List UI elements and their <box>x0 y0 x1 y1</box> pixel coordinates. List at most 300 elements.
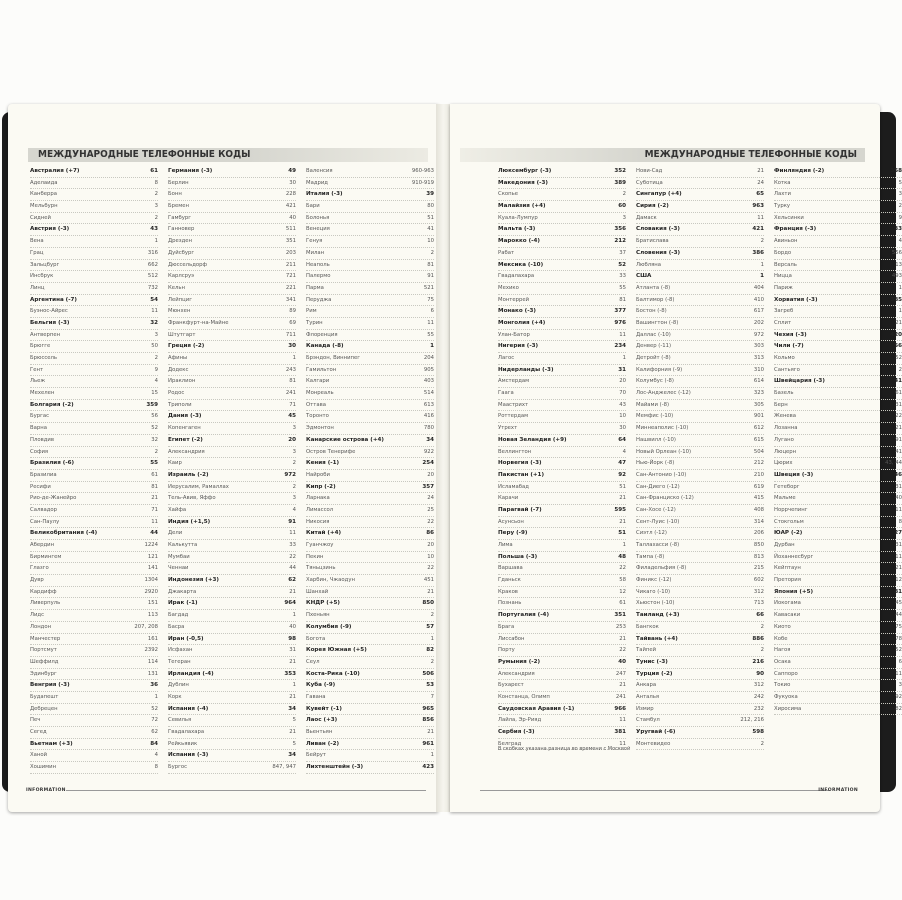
city-name: Миннеаполис (-10) <box>636 425 689 432</box>
country-row <box>636 657 764 669</box>
leader-dots <box>524 517 619 528</box>
dial-code: 512 <box>147 273 158 280</box>
dial-code: 25 <box>427 506 434 513</box>
dial-code: 20 <box>619 378 626 385</box>
city-name: Корк <box>168 693 182 700</box>
leader-dots <box>197 739 292 750</box>
country-row <box>498 657 626 669</box>
leader-dots <box>186 505 293 516</box>
city-row <box>306 400 434 412</box>
city-row <box>30 376 158 388</box>
city-row <box>636 517 764 529</box>
city-name: Атланта (-8) <box>636 284 671 291</box>
city-row <box>774 260 902 272</box>
city-name: Сан-Хосе (-12) <box>636 506 676 513</box>
country-row <box>168 411 296 423</box>
dial-code: 36 <box>150 682 158 689</box>
country-row <box>30 739 158 751</box>
leader-dots <box>188 365 285 376</box>
dial-code: 8 <box>898 518 902 525</box>
leader-dots <box>790 645 895 656</box>
city-row <box>636 365 764 377</box>
leader-dots <box>58 178 155 189</box>
leader-dots <box>228 318 289 329</box>
leader-dots <box>326 692 431 703</box>
dial-code: 314 <box>753 518 764 525</box>
dial-code: 721 <box>285 273 296 280</box>
city-name: София <box>30 448 49 455</box>
dial-code: 901 <box>753 413 764 420</box>
leader-dots <box>58 657 147 668</box>
country-row <box>498 528 626 540</box>
city-name: Милан <box>306 249 325 256</box>
country-row <box>306 739 434 751</box>
country-name: Швеция (-3) <box>774 471 814 478</box>
country-row <box>168 598 296 610</box>
leader-dots <box>668 657 752 668</box>
leader-dots <box>691 447 754 458</box>
dial-code: 43 <box>150 226 158 233</box>
city-name: Краков <box>498 588 518 595</box>
city-row <box>636 470 764 482</box>
dial-code: 357 <box>422 483 434 490</box>
dial-code: 52 <box>895 647 902 654</box>
city-row <box>168 388 296 400</box>
dial-code: 598 <box>752 729 764 735</box>
dial-code: 21 <box>619 495 626 502</box>
leader-dots <box>543 260 618 271</box>
dial-code: 1 <box>292 682 296 689</box>
city-row <box>30 517 158 529</box>
city-row <box>498 411 626 423</box>
leader-dots <box>514 248 619 259</box>
dial-code: 2 <box>430 249 434 256</box>
dial-code: 48 <box>618 553 626 560</box>
leader-dots <box>518 493 619 504</box>
country-row <box>30 166 158 178</box>
city-name: Антверпен <box>30 331 61 338</box>
country-row <box>30 528 158 540</box>
leader-dots <box>330 470 427 481</box>
left-page-footer: INFORMATION <box>26 788 66 793</box>
city-name: Бургас <box>30 413 50 420</box>
country-row <box>636 189 764 201</box>
country-name: Испания (-3) <box>168 752 209 759</box>
city-row <box>168 482 296 494</box>
city-name: Лозанна <box>774 425 798 432</box>
leader-dots <box>323 552 427 563</box>
city-name: Гданьск <box>498 577 521 584</box>
country-row <box>30 458 158 470</box>
leader-dots <box>190 306 289 317</box>
dial-code: 46 <box>894 471 902 478</box>
city-name: Ираклион <box>168 378 196 385</box>
dial-code: 377 <box>614 308 626 315</box>
city-name: Нашвилл (-10) <box>636 436 676 443</box>
dial-code: 2 <box>898 203 902 210</box>
leader-dots <box>195 330 285 341</box>
leader-dots <box>813 587 894 598</box>
city-name: Неаполь <box>306 261 330 268</box>
dial-code: 619 <box>753 483 764 490</box>
leader-dots <box>68 306 151 317</box>
leader-dots <box>793 306 898 317</box>
dial-code: 92 <box>618 471 626 478</box>
city-row <box>636 692 764 704</box>
dial-code: 11 <box>619 331 626 338</box>
dial-code: 228 <box>285 191 296 198</box>
dial-code: 21 <box>619 635 626 642</box>
leader-dots <box>527 528 618 539</box>
city-row <box>30 692 158 704</box>
leader-dots <box>672 669 756 680</box>
city-name: Денвер (-11) <box>636 343 672 350</box>
leader-dots <box>804 213 899 224</box>
leader-dots <box>801 563 895 574</box>
leader-dots <box>56 762 155 773</box>
city-name: Суботица <box>636 179 663 186</box>
leader-dots <box>519 283 619 294</box>
city-row <box>30 669 158 681</box>
city-name: Аделаида <box>30 179 58 186</box>
city-row <box>306 610 434 622</box>
leader-dots <box>329 411 424 422</box>
dial-code: 34 <box>288 705 296 712</box>
dial-code: 64 <box>618 436 626 443</box>
dial-code: 514 <box>423 390 434 397</box>
city-name: Саппоро <box>774 670 798 677</box>
dial-code: 212, 216 <box>740 717 764 724</box>
city-row <box>168 645 296 657</box>
dial-code: 55 <box>427 331 434 338</box>
city-name: Палермо <box>306 273 331 280</box>
city-name: Цюрих <box>774 460 793 467</box>
dial-code: 121 <box>147 553 158 560</box>
country-row <box>498 470 626 482</box>
leader-dots <box>360 353 424 364</box>
city-name: Претория <box>774 577 801 584</box>
city-name: Братислава <box>636 238 669 245</box>
leader-dots <box>528 400 619 411</box>
leader-dots <box>333 505 427 516</box>
leader-dots <box>47 727 152 738</box>
country-name: Турция (-2) <box>636 670 673 677</box>
dial-code: 81 <box>894 588 902 595</box>
leader-dots <box>672 575 754 586</box>
city-row <box>636 306 764 318</box>
leader-dots <box>189 178 290 189</box>
leader-dots <box>43 365 155 376</box>
city-name: Дамаск <box>636 214 657 221</box>
leader-dots <box>791 622 895 633</box>
leader-dots <box>61 552 147 563</box>
city-name: Бангкок <box>636 623 659 630</box>
leader-dots <box>804 341 894 352</box>
leader-dots <box>344 341 431 352</box>
dial-code: 32 <box>150 319 158 326</box>
country-name: США <box>636 273 652 280</box>
dial-code: 1 <box>430 343 434 350</box>
dial-code: 61 <box>619 600 626 607</box>
country-row <box>168 341 296 353</box>
dial-code: 212 <box>614 238 626 245</box>
dial-code: 202 <box>753 319 764 326</box>
right-column-1 <box>498 166 626 750</box>
leader-dots <box>335 680 426 691</box>
dial-code: 2 <box>154 355 158 361</box>
city-row <box>30 213 158 225</box>
city-name: Кольмо <box>774 355 795 361</box>
city-name: Рио-де-Жанейро <box>30 495 77 502</box>
dial-code: 351 <box>285 238 296 245</box>
dial-code: 404 <box>753 284 764 291</box>
city-row <box>636 680 764 692</box>
city-row <box>168 692 296 704</box>
country-name: Тунис (-3) <box>636 658 668 665</box>
leader-dots <box>54 435 151 446</box>
dial-code: 31 <box>895 542 902 548</box>
leader-dots <box>801 598 895 609</box>
leader-dots <box>49 563 148 574</box>
city-row <box>636 704 764 716</box>
city-row <box>30 622 158 634</box>
country-row <box>636 727 764 739</box>
leader-dots <box>669 236 761 247</box>
dial-code: 80 <box>427 203 434 210</box>
city-name: Берлин <box>168 179 189 186</box>
country-row <box>498 306 626 318</box>
city-name: Гуанчжоу <box>306 542 334 548</box>
leader-dots <box>204 634 289 645</box>
leader-dots <box>513 540 623 551</box>
dial-code: 65 <box>756 191 764 198</box>
city-row <box>168 236 296 248</box>
city-row <box>498 400 626 412</box>
leader-dots <box>521 575 619 586</box>
dial-code: 82 <box>895 705 902 712</box>
dial-code: 303 <box>753 343 764 350</box>
country-row <box>168 669 296 681</box>
country-row <box>636 610 764 622</box>
country-name: КНДР (+5) <box>306 600 340 607</box>
dial-code: 34 <box>426 436 434 443</box>
city-name: Гаага <box>498 390 514 397</box>
dial-code: 72 <box>151 717 158 724</box>
country-row <box>306 669 434 681</box>
country-row <box>306 458 434 470</box>
city-name: Парма <box>306 284 324 291</box>
leader-dots <box>567 435 619 446</box>
leader-dots <box>680 224 752 235</box>
city-row <box>168 447 296 459</box>
city-name: Познань <box>498 600 522 607</box>
leader-dots <box>193 645 290 656</box>
leader-dots <box>524 680 619 691</box>
dial-code: 62 <box>151 729 158 735</box>
city-row <box>168 622 296 634</box>
leader-dots <box>551 166 614 177</box>
city-name: Стамбул <box>636 717 660 724</box>
city-row <box>306 306 434 318</box>
leader-dots <box>546 201 619 212</box>
leader-dots <box>51 213 155 224</box>
country-name: Израиль (-2) <box>168 471 209 478</box>
right-page-header: МЕЖДУНАРОДНЫЕ ТЕЛЕФОННЫЕ КОДЫ <box>460 148 865 162</box>
dial-code: 886 <box>752 635 764 642</box>
city-row <box>306 365 434 377</box>
city-name: Сиэтл (-12) <box>636 530 667 537</box>
left-column-2 <box>168 166 296 774</box>
dial-code: 11 <box>895 553 902 560</box>
leader-dots <box>194 224 285 235</box>
dial-code: 21 <box>289 658 296 665</box>
dial-code: 21 <box>895 425 902 432</box>
leader-dots <box>523 563 620 574</box>
country-row <box>30 318 158 330</box>
country-name: Австралия (+7) <box>30 168 80 174</box>
country-name: Словения (-3) <box>636 249 681 256</box>
city-row <box>168 283 296 295</box>
city-row <box>30 505 158 517</box>
dial-code: 33 <box>289 542 296 548</box>
dial-code: 21 <box>895 565 902 572</box>
city-row <box>498 634 626 646</box>
city-name: Мальме <box>774 495 796 502</box>
city-row <box>306 552 434 564</box>
leader-dots <box>57 669 148 680</box>
dial-code: 40 <box>618 658 626 665</box>
city-name: Брэндон, Виннипег <box>306 355 361 361</box>
country-name: Румыния (-2) <box>498 658 541 665</box>
city-row <box>774 411 902 423</box>
city-row <box>498 680 626 692</box>
city-row <box>168 306 296 318</box>
city-name: Турку <box>774 203 791 210</box>
leader-dots <box>686 563 754 574</box>
leader-dots <box>44 610 148 621</box>
city-row <box>30 447 158 459</box>
dial-code: 2 <box>292 460 296 467</box>
leader-dots <box>793 388 895 399</box>
city-row <box>774 388 902 400</box>
leader-dots <box>333 540 427 551</box>
leader-dots <box>535 669 616 680</box>
leader-dots <box>682 365 754 376</box>
leader-dots <box>528 411 619 422</box>
dial-code: 81 <box>619 296 626 303</box>
dial-code: 506 <box>422 670 434 677</box>
city-name: Хайфа <box>168 506 187 513</box>
city-name: Сент-Луис (-10) <box>636 518 680 525</box>
dial-code: 53 <box>426 682 434 689</box>
leader-dots <box>802 528 894 539</box>
city-name: Тегеран <box>168 658 191 665</box>
dial-code: 1 <box>292 355 296 361</box>
city-row <box>774 306 902 318</box>
leader-dots <box>679 517 754 528</box>
dial-code: 61 <box>151 471 158 478</box>
country-name: Лихтенштейн (-3) <box>306 764 364 771</box>
dial-code: 4 <box>154 378 158 385</box>
country-row <box>774 470 902 482</box>
leader-dots <box>216 493 293 504</box>
leader-dots <box>530 330 619 341</box>
city-name: Асунсьон <box>498 518 524 525</box>
dial-code: 1 <box>898 284 902 291</box>
dial-code: 356 <box>614 226 626 233</box>
dial-code: 976 <box>614 319 626 326</box>
leader-dots <box>59 517 151 528</box>
dial-code: 451 <box>423 577 434 584</box>
leader-dots <box>529 295 619 306</box>
city-name: Будапешт <box>30 693 59 700</box>
leader-dots <box>45 376 154 387</box>
leader-dots <box>336 365 424 376</box>
dial-code: 241 <box>285 390 296 397</box>
leader-dots <box>798 692 896 703</box>
country-name: Перу (-9) <box>498 530 528 537</box>
city-row <box>774 318 902 330</box>
leader-dots <box>332 727 427 738</box>
leader-dots <box>514 622 616 633</box>
city-name: Токио <box>774 682 791 689</box>
country-row <box>498 166 626 178</box>
city-row <box>30 423 158 435</box>
leader-dots <box>824 166 890 177</box>
dial-code: 41 <box>427 226 434 233</box>
city-row <box>774 236 902 248</box>
dial-code: 206 <box>753 530 764 537</box>
city-row <box>636 482 764 494</box>
country-name: Португалия (-4) <box>498 612 549 619</box>
dial-code: 595 <box>614 506 626 513</box>
country-row <box>168 435 296 447</box>
city-row <box>636 552 764 564</box>
city-name: Ливерпуль <box>30 600 61 607</box>
city-row <box>306 236 434 248</box>
city-row <box>306 563 434 575</box>
country-name: Мальта (-3) <box>498 226 536 233</box>
leader-dots <box>339 739 422 750</box>
city-name: Каир <box>168 460 182 467</box>
city-row <box>498 692 626 704</box>
dial-code: 30 <box>288 343 296 350</box>
city-row <box>30 704 158 716</box>
leader-dots <box>813 552 895 563</box>
leader-dots <box>328 178 412 189</box>
city-name: Генуя <box>306 238 323 245</box>
leader-dots <box>796 447 895 458</box>
leader-dots <box>798 669 896 680</box>
city-row <box>168 528 296 540</box>
leader-dots <box>542 505 615 516</box>
city-row <box>774 634 902 646</box>
city-row <box>636 318 764 330</box>
dial-code: 617 <box>753 308 764 315</box>
leader-dots <box>676 505 754 516</box>
dial-code: 31 <box>895 401 902 408</box>
city-name: Эдмонтон <box>306 425 334 432</box>
city-row <box>636 283 764 295</box>
city-row <box>168 739 296 751</box>
country-name: Греция (-2) <box>168 343 205 350</box>
country-name: Саудовская Аравия (-1) <box>498 705 575 712</box>
country-name: Индонезия (+3) <box>168 577 219 584</box>
city-row <box>774 598 902 610</box>
leader-dots <box>47 423 151 434</box>
city-row <box>498 669 626 681</box>
city-name: Гент <box>30 366 44 373</box>
